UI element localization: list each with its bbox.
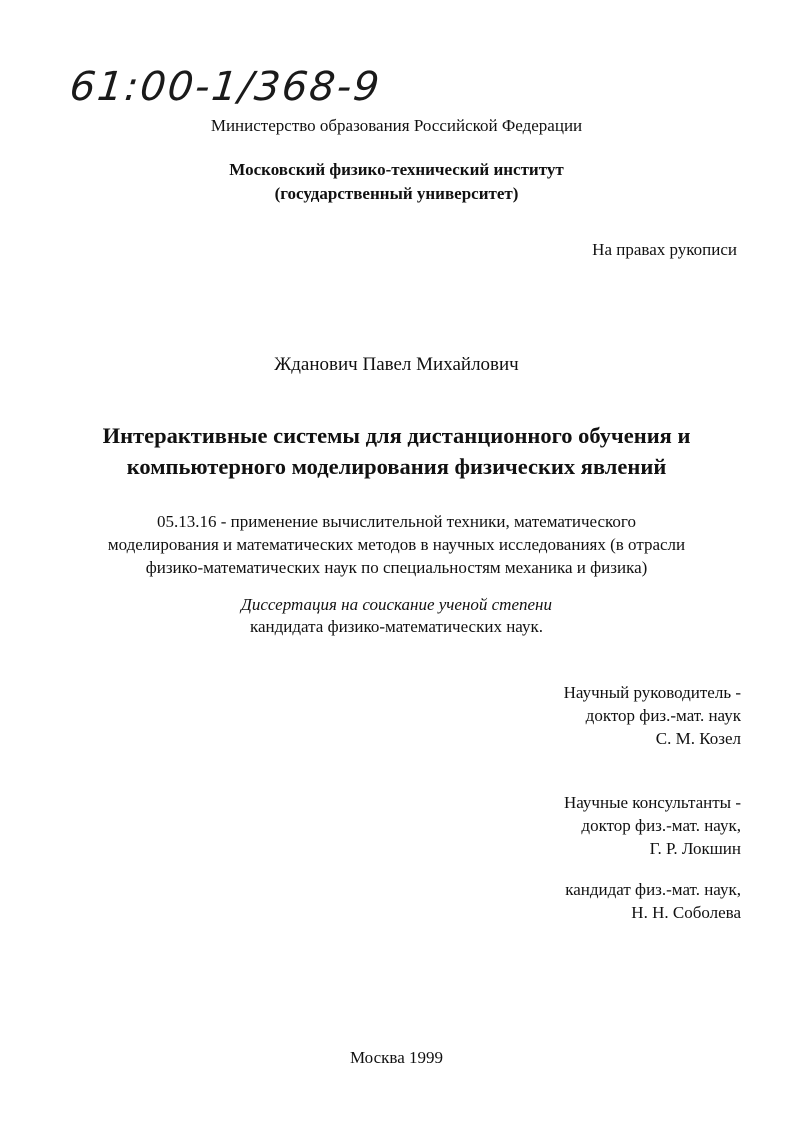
manuscript-rights: На правах рукописи [592, 240, 737, 259]
specialty-line-1: 05.13.16 - применение вычислительной техники, математического [157, 512, 636, 531]
handwritten-archive-number: 61:00-1/368-9 [67, 64, 384, 110]
specialty-description [0, 510, 793, 579]
ministry-heading: Министерство образования Российской Федерации [210, 116, 583, 135]
institute-heading [0, 158, 793, 206]
institute-name: Московский физико-технический институт [229, 160, 564, 179]
consultants-role: Научные консультанты - [563, 793, 741, 812]
title-line-2: компьютерного моделирования физических явлений [126, 454, 667, 479]
degree-line-1: Диссертация на соискание ученой степени [241, 595, 552, 614]
supervisor-degree: доктор физ.-мат. наук [585, 706, 741, 725]
supervisor-name: С. М. Козел [655, 729, 741, 748]
consultant-1-name: Г. Р. Локшин [649, 839, 741, 858]
consultants-block [564, 791, 741, 860]
title-line-1: Интерактивные системы для дистанционного обучения и [102, 423, 691, 448]
supervisor-role: Научный руководитель - [563, 683, 741, 702]
specialty-line-2: моделирования и математических методов в научных исследованиях (в отрасли [107, 535, 686, 554]
institute-subtitle: (государственный университет) [274, 184, 519, 203]
supervisor-block [564, 681, 741, 750]
specialty-line-3: физико-математических наук по специальностям механика и физика) [145, 558, 648, 577]
degree-line-2: кандидата физико-математических наук. [249, 617, 544, 636]
consultant-2-block [565, 878, 741, 924]
consultant-2-degree: кандидат физ.-мат. наук, [565, 880, 741, 899]
author-name: Жданович Павел Михайлович [274, 354, 519, 375]
city-year: Москва 1999 [349, 1048, 444, 1067]
consultant-1-degree: доктор физ.-мат. наук, [581, 816, 741, 835]
dissertation-title [0, 420, 793, 482]
degree-statement [0, 594, 793, 638]
consultant-2-name: Н. Н. Соболева [631, 903, 741, 922]
